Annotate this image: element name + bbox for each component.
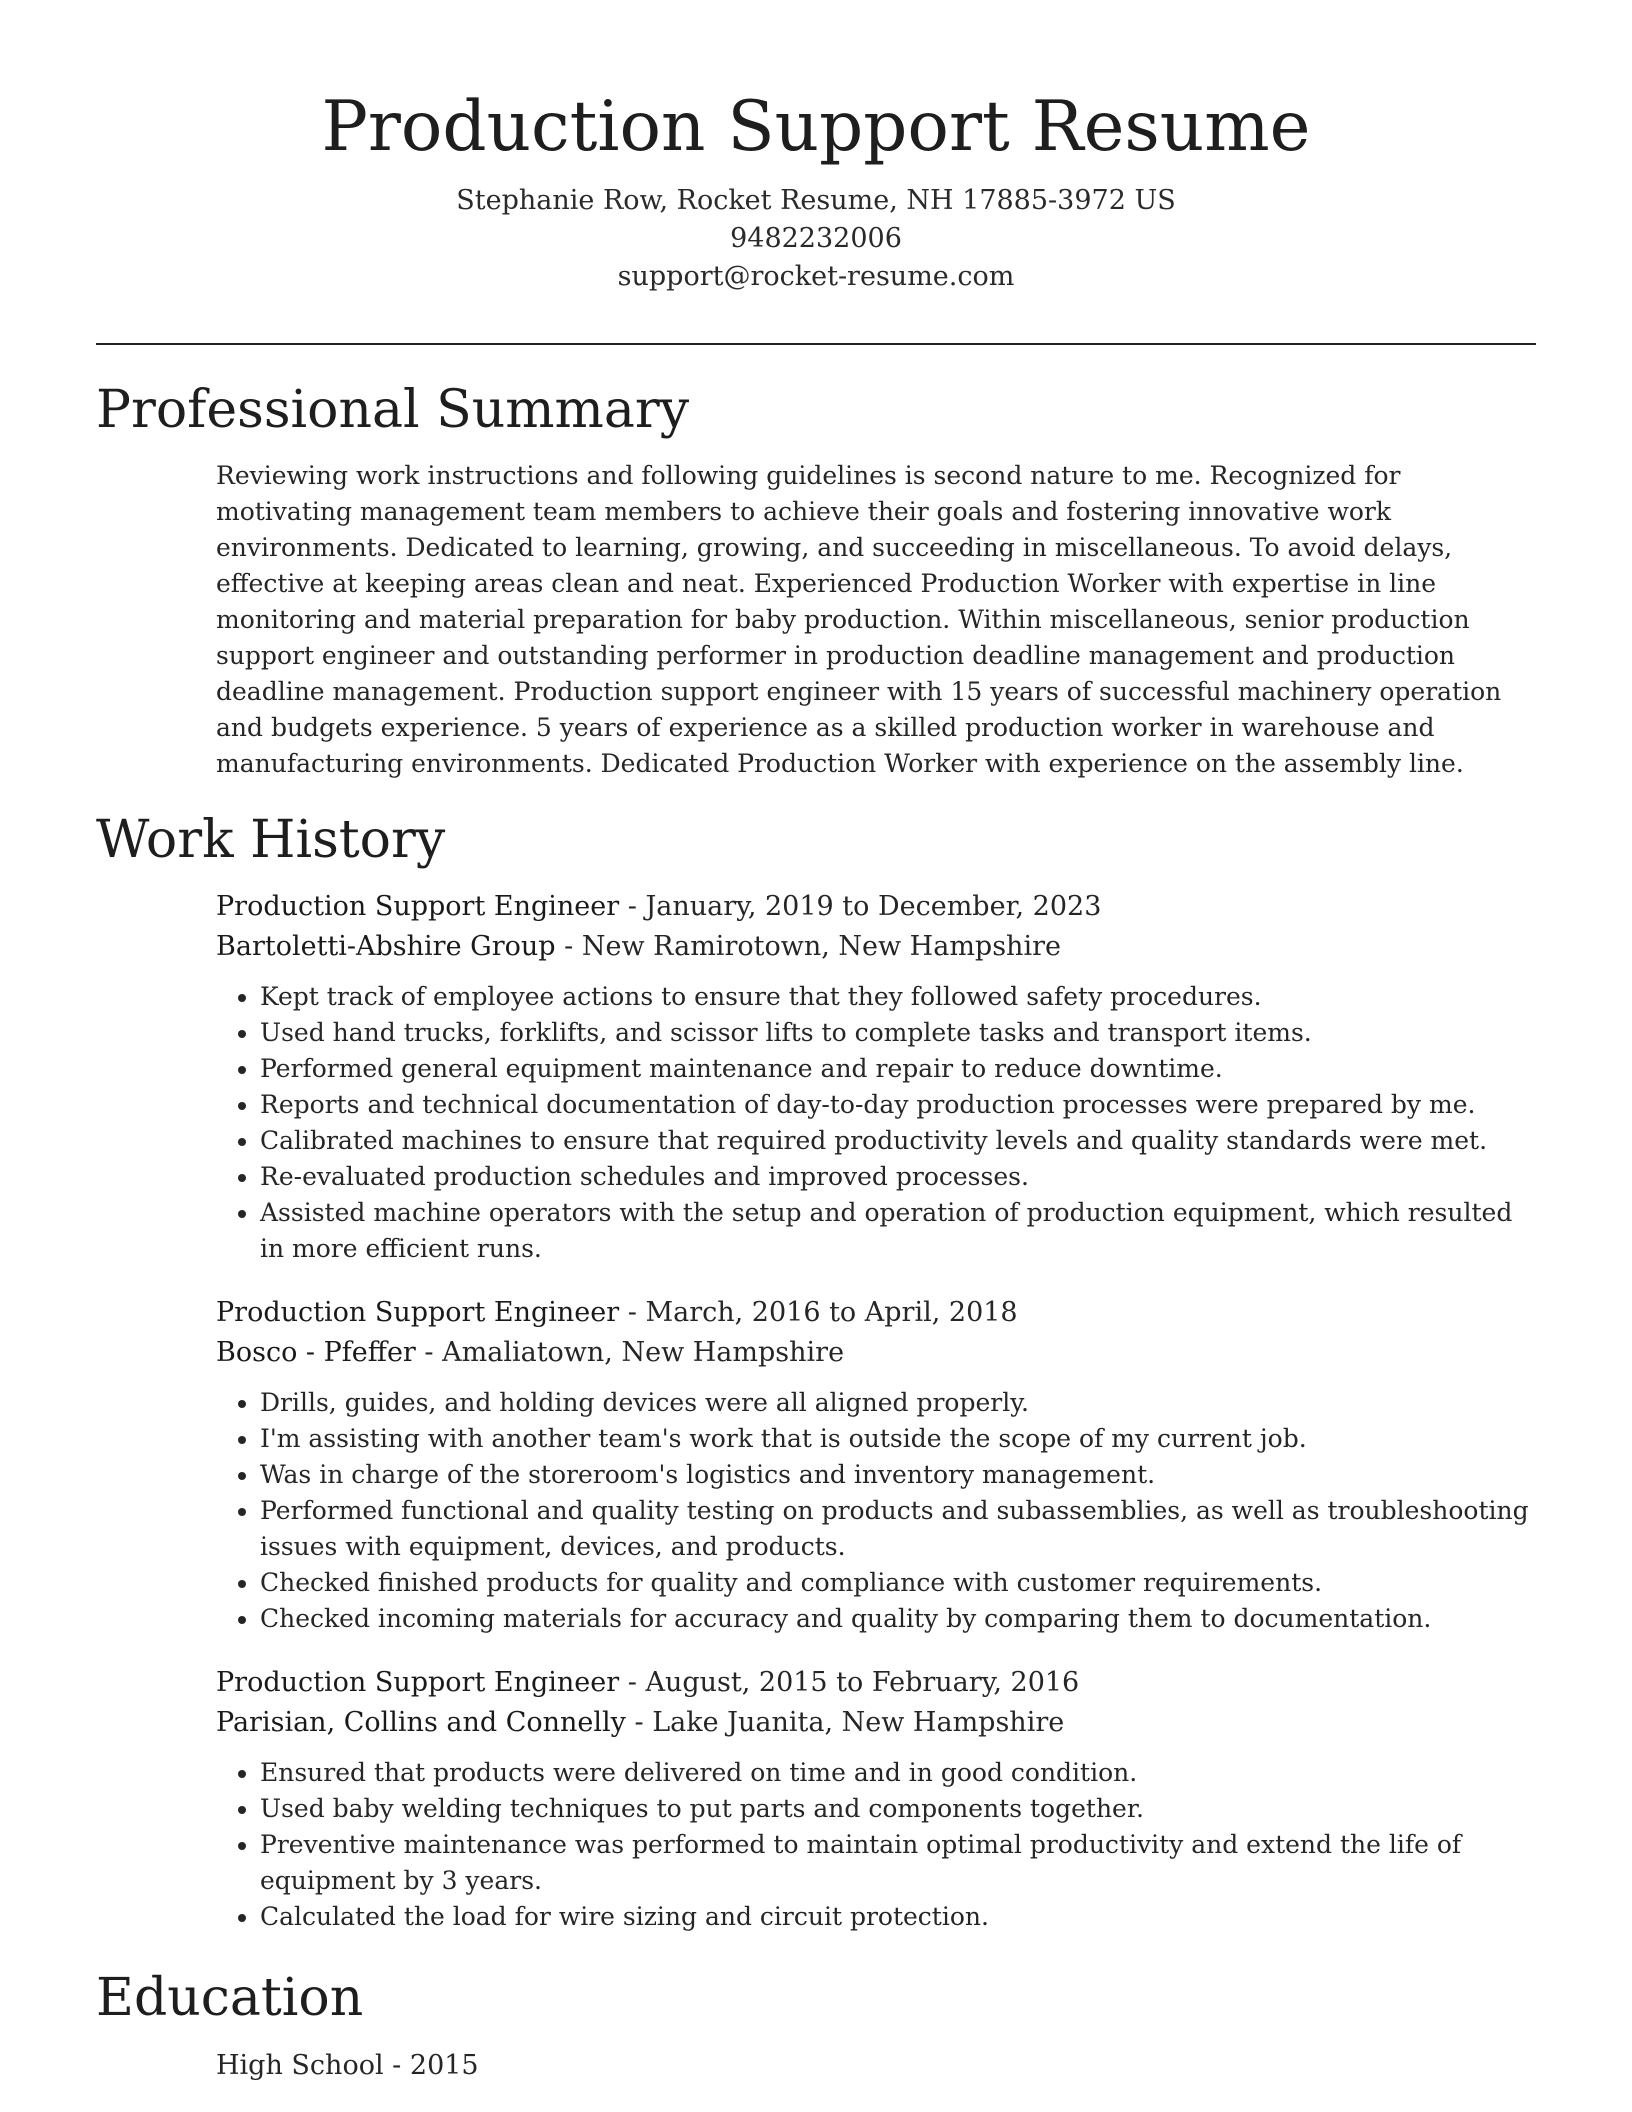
resume-header — [0, 82, 1632, 296]
job-bullet: • Assisted machine operators with the setup and operation of production equipment, which resulted in more efficient runs. — [260, 1195, 1538, 1267]
job-location: Amaliatown, New Hampshire — [442, 1337, 845, 1368]
job-title-line: Production Support Engineer - January, 2019 to December, 2023 — [216, 891, 1102, 922]
education-degree: High School — [216, 2050, 384, 2081]
job-bullet: • Checked finished products for quality and compliance with customer requirements. — [260, 1565, 1538, 1601]
job-company: Parisian, Collins and Connelly — [216, 1707, 626, 1738]
job-bullet: • Calibrated machines to ensure that required productivity levels and quality standards were met. — [260, 1123, 1538, 1159]
job-bullet: • Checked incoming materials for accuracy and quality by comparing them to documentation. — [260, 1601, 1538, 1637]
work-history-heading: Work History — [96, 810, 446, 870]
education-section — [216, 2046, 1538, 2086]
job-company: Bartoletti-Abshire Group — [216, 931, 556, 962]
job-bullet: • Used hand trucks, forklifts, and scissor lifts to complete tasks and transport items. — [260, 1015, 1538, 1051]
summary-heading: Professional Summary — [96, 380, 690, 440]
job-entry — [216, 887, 1538, 1267]
job-dates: March, 2016 to April, 2018 — [645, 1297, 1018, 1328]
job-bullet: • I'm assisting with another team's work that is outside the scope of my current job. — [260, 1421, 1538, 1457]
contact-email: support@rocket-resume.com — [617, 261, 1015, 292]
job-title-line: Production Support Engineer - August, 2015 to February, 2016 — [216, 1667, 1080, 1698]
job-title: Production Support Engineer — [216, 891, 620, 922]
job-bullets — [216, 1385, 1538, 1637]
job-bullet: • Reports and technical documentation of day-to-day production processes were prepared by me. — [260, 1087, 1538, 1123]
job-bullet: • Preventive maintenance was performed to maintain optimal productivity and extend the life of equipment by 3 years. — [260, 1827, 1538, 1899]
job-dates: January, 2019 to December, 2023 — [645, 891, 1102, 922]
job-title: Production Support Engineer — [216, 1667, 620, 1698]
job-bullet: • Used baby welding techniques to put parts and components together. — [260, 1791, 1538, 1827]
contact-block — [0, 182, 1632, 296]
education-year: 2015 — [409, 2050, 479, 2081]
summary-section — [216, 458, 1538, 782]
job-bullet: • Re-evaluated production schedules and improved processes. — [260, 1159, 1538, 1195]
job-entry — [216, 1293, 1538, 1637]
job-bullet: • Was in charge of the storeroom's logistics and inventory management. — [260, 1457, 1538, 1493]
resume-title: Production Support Resume — [321, 87, 1311, 167]
job-company-line: Bartoletti-Abshire Group - New Ramirotown, New Hampshire — [216, 931, 1061, 962]
job-bullet: • Kept track of employee actions to ensure that they followed safety procedures. — [260, 979, 1538, 1015]
job-bullets — [216, 1755, 1538, 1935]
job-bullet: • Performed functional and quality testing on products and subassemblies, as well as troubleshooting issues with equipment, devices, and products. — [260, 1493, 1538, 1565]
job-company: Bosco - Pfeffer — [216, 1337, 416, 1368]
job-dates: August, 2015 to February, 2016 — [645, 1667, 1080, 1698]
header-divider — [96, 343, 1536, 345]
job-bullet: • Drills, guides, and holding devices were all aligned properly. — [260, 1385, 1538, 1421]
job-bullets — [216, 979, 1538, 1267]
job-entry — [216, 1663, 1538, 1935]
summary-text: Reviewing work instructions and following guidelines is second nature to me. Recognized for motivating management team members to achieve their goals and fostering innovative work environments. Dedicated to learning, growing, and succeeding in miscellaneous. To avoid delays, effective at keeping areas clean and neat. Experienced Production Worker with expertise in line monitoring and material preparation for baby production. Within miscellaneous, senior production support engineer and outstanding performer in production deadline management and production deadline management. Production support engineer with 15 years of successful machinery operation and budgets experience. 5 years of experience as a skilled production worker in warehouse and manufacturing environments. Dedicated Production Worker with experience on the assembly line. — [216, 461, 1502, 778]
job-bullet: • Ensured that products were delivered on time and in good condition. — [260, 1755, 1538, 1791]
job-company-line: Bosco - Pfeffer - Amaliatown, New Hampshire — [216, 1337, 845, 1368]
contact-phone: 9482232006 — [730, 223, 902, 254]
contact-address: Stephanie Row, Rocket Resume, NH 17885-3972 US — [456, 185, 1176, 216]
job-location: New Ramirotown, New Hampshire — [581, 931, 1061, 962]
job-title-line: Production Support Engineer - March, 2016 to April, 2018 — [216, 1297, 1018, 1328]
work-history-section — [216, 887, 1538, 1961]
education-heading: Education — [96, 1968, 364, 2028]
job-company-line: Parisian, Collins and Connelly - Lake Juanita, New Hampshire — [216, 1707, 1065, 1738]
job-title: Production Support Engineer — [216, 1297, 620, 1328]
education-entry: High School - 2015 — [216, 2050, 479, 2081]
job-bullet: • Calculated the load for wire sizing and circuit protection. — [260, 1899, 1538, 1935]
job-location: Lake Juanita, New Hampshire — [652, 1707, 1065, 1738]
job-bullet: • Performed general equipment maintenance and repair to reduce downtime. — [260, 1051, 1538, 1087]
